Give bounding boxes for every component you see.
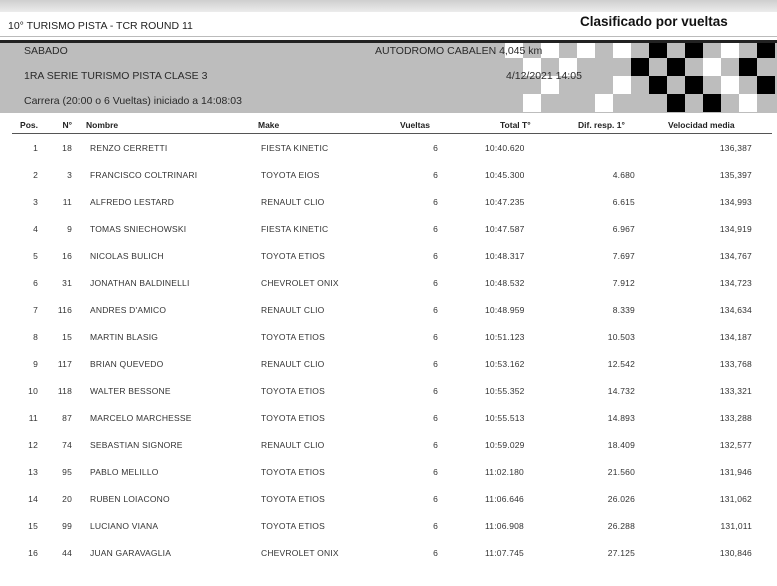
cell-driver-name: PABLO MELILLO [90, 467, 159, 477]
cell-total-time: 10:51.123 [485, 332, 525, 342]
cell-position: 6 [33, 278, 38, 288]
cell-make: TOYOTA ETIOS [261, 413, 325, 423]
race-datetime: 4/12/2021 14:05 [506, 70, 582, 82]
cell-avg-speed: 131,011 [720, 521, 752, 531]
cell-car-number: 20 [62, 494, 72, 504]
table-row [0, 326, 777, 353]
track-name: AUTODROMO CABALEN 4,045 km [375, 45, 543, 57]
header-pos: Pos. [20, 120, 38, 130]
results-table-header [0, 120, 777, 134]
table-row [0, 434, 777, 461]
cell-car-number: 95 [62, 467, 72, 477]
cell-make: TOYOTA EIOS [261, 170, 320, 180]
cell-gap: 12.542 [607, 359, 635, 369]
cell-laps: 6 [433, 359, 438, 369]
table-row [0, 542, 777, 569]
cell-total-time: 11:06.908 [485, 521, 524, 531]
cell-avg-speed: 134,767 [719, 251, 752, 261]
cell-position: 9 [33, 359, 38, 369]
cell-make: TOYOTA ETIOS [261, 251, 325, 261]
header-divider [12, 133, 772, 134]
table-row [0, 407, 777, 434]
cell-car-number: 31 [62, 278, 72, 288]
results-table-body [0, 137, 777, 569]
cell-position: 16 [28, 548, 38, 558]
cell-position: 10 [28, 386, 38, 396]
cell-driver-name: RUBEN LOIACONO [90, 494, 170, 504]
table-row [0, 299, 777, 326]
cell-position: 3 [33, 197, 38, 207]
cell-position: 11 [28, 413, 38, 423]
cell-position: 2 [33, 170, 38, 180]
cell-avg-speed: 133,288 [719, 413, 752, 423]
cell-total-time: 10:55.352 [485, 386, 525, 396]
cell-laps: 6 [433, 494, 438, 504]
cell-driver-name: BRIAN QUEVEDO [90, 359, 164, 369]
cell-car-number: 18 [62, 143, 72, 153]
cell-total-time: 10:48.532 [485, 278, 525, 288]
cell-gap: 27.125 [607, 548, 635, 558]
cell-laps: 6 [433, 386, 438, 396]
table-row [0, 461, 777, 488]
cell-position: 8 [33, 332, 38, 342]
header-laps: Vueltas [400, 120, 430, 130]
cell-make: TOYOTA ETIOS [261, 494, 325, 504]
cell-gap: 6.615 [612, 197, 635, 207]
cell-laps: 6 [433, 170, 438, 180]
header-total-time: Total T° [500, 120, 531, 130]
cell-driver-name: WALTER BESSONE [90, 386, 171, 396]
cell-car-number: 118 [57, 386, 72, 396]
table-row [0, 515, 777, 542]
cell-laps: 6 [433, 440, 438, 450]
header-number: N° [62, 120, 72, 130]
cell-gap: 26.288 [607, 521, 635, 531]
cell-make: FIESTA KINETIC [261, 224, 329, 234]
cell-position: 7 [33, 305, 38, 315]
header-gap: Dif. resp. 1° [578, 120, 625, 130]
cell-gap: 4.680 [612, 170, 635, 180]
cell-total-time: 10:48.317 [485, 251, 525, 261]
cell-make: TOYOTA ETIOS [261, 386, 325, 396]
cell-make: CHEVROLET ONIX [261, 278, 339, 288]
cell-make: RENAULT CLIO [261, 359, 325, 369]
cell-laps: 6 [433, 224, 438, 234]
cell-driver-name: ANDRES D'AMICO [90, 305, 167, 315]
cell-driver-name: JONATHAN BALDINELLI [90, 278, 190, 288]
cell-laps: 6 [433, 332, 438, 342]
table-row [0, 191, 777, 218]
cell-car-number: 99 [62, 521, 72, 531]
cell-gap: 21.560 [607, 467, 635, 477]
cell-laps: 6 [433, 467, 438, 477]
cell-driver-name: JUAN GARAVAGLIA [90, 548, 172, 558]
cell-laps: 6 [433, 548, 438, 558]
cell-car-number: 3 [67, 170, 72, 180]
cell-driver-name: ALFREDO LESTARD [90, 197, 175, 207]
cell-avg-speed: 134,187 [719, 332, 752, 342]
cell-car-number: 117 [57, 359, 72, 369]
cell-driver-name: MARTIN BLASIG [90, 332, 159, 342]
race-description: Carrera (20:00 o 6 Vueltas) iniciado a 14:08:03 [24, 95, 242, 107]
cell-gap: 7.697 [612, 251, 635, 261]
cell-avg-speed: 134,723 [719, 278, 752, 288]
cell-car-number: 16 [62, 251, 72, 261]
document-title: 10° TURISMO PISTA - TCR ROUND 11 [8, 20, 193, 32]
cell-driver-name: NICOLAS BULICH [90, 251, 164, 261]
cell-car-number: 11 [62, 197, 72, 207]
table-row [0, 137, 777, 164]
cell-laps: 6 [433, 278, 438, 288]
cell-make: RENAULT CLIO [261, 440, 325, 450]
cell-total-time: 11:02.180 [485, 467, 524, 477]
cell-laps: 6 [433, 251, 438, 261]
header-make: Make [258, 120, 280, 130]
cell-avg-speed: 130,846 [719, 548, 752, 558]
cell-avg-speed: 135,397 [719, 170, 752, 180]
cell-gap: 14.893 [607, 413, 635, 423]
cell-position: 5 [33, 251, 38, 261]
series-name: 1RA SERIE TURISMO PISTA CLASE 3 [24, 70, 208, 82]
table-row [0, 272, 777, 299]
table-row [0, 380, 777, 407]
cell-avg-speed: 136,387 [719, 143, 752, 153]
cell-avg-speed: 131,062 [719, 494, 752, 504]
document-subtitle: Clasificado por vueltas [580, 14, 728, 29]
cell-laps: 6 [433, 521, 438, 531]
cell-avg-speed: 132,577 [719, 440, 752, 450]
cell-gap: 7.912 [612, 278, 635, 288]
cell-laps: 6 [433, 197, 438, 207]
header-avg-speed: Velocidad media [668, 120, 735, 130]
table-row [0, 245, 777, 272]
table-row [0, 488, 777, 515]
cell-make: TOYOTA ETIOS [261, 521, 325, 531]
cell-make: CHEVROLET ONIX [261, 548, 339, 558]
cell-make: RENAULT CLIO [261, 197, 325, 207]
race-day: SABADO [24, 45, 68, 57]
cell-total-time: 10:40.620 [485, 143, 525, 153]
cell-position: 4 [33, 224, 38, 234]
cell-gap: 26.026 [607, 494, 635, 504]
cell-position: 15 [28, 521, 38, 531]
cell-gap: 6.967 [612, 224, 635, 234]
cell-driver-name: FRANCISCO COLTRINARI [90, 170, 198, 180]
cell-total-time: 10:45.300 [485, 170, 525, 180]
race-info-banner [0, 40, 777, 113]
cell-gap: 18.409 [607, 440, 635, 450]
cell-position: 14 [28, 494, 38, 504]
cell-laps: 6 [433, 305, 438, 315]
cell-make: TOYOTA ETIOS [261, 467, 325, 477]
cell-gap: 8.339 [612, 305, 635, 315]
cell-total-time: 10:47.235 [485, 197, 525, 207]
cell-make: FIESTA KINETIC [261, 143, 329, 153]
cell-driver-name: RENZO CERRETTI [90, 143, 168, 153]
title-divider [0, 36, 777, 37]
cell-total-time: 10:55.513 [485, 413, 525, 423]
cell-car-number: 116 [57, 305, 72, 315]
table-row [0, 353, 777, 380]
cell-driver-name: SEBASTIAN SIGNORE [90, 440, 183, 450]
cell-driver-name: TOMAS SNIECHOWSKI [90, 224, 187, 234]
cell-avg-speed: 134,919 [719, 224, 752, 234]
cell-car-number: 44 [62, 548, 72, 558]
cell-car-number: 87 [62, 413, 72, 423]
table-row [0, 218, 777, 245]
cell-avg-speed: 131,946 [719, 467, 752, 477]
cell-laps: 6 [433, 413, 438, 423]
cell-total-time: 10:59.029 [485, 440, 525, 450]
cell-car-number: 74 [62, 440, 72, 450]
cell-total-time: 10:48.959 [485, 305, 525, 315]
cell-car-number: 15 [62, 332, 72, 342]
cell-total-time: 10:53.162 [485, 359, 525, 369]
cell-position: 12 [28, 440, 38, 450]
cell-avg-speed: 134,993 [719, 197, 752, 207]
header-name: Nombre [86, 120, 119, 130]
cell-driver-name: LUCIANO VIANA [90, 521, 159, 531]
window-top-bar [0, 0, 777, 12]
cell-position: 13 [28, 467, 38, 477]
cell-avg-speed: 133,768 [719, 359, 752, 369]
cell-make: TOYOTA ETIOS [261, 332, 325, 342]
cell-gap: 14.732 [607, 386, 635, 396]
cell-make: RENAULT CLIO [261, 305, 325, 315]
cell-total-time: 11:06.646 [485, 494, 524, 504]
cell-total-time: 10:47.587 [485, 224, 525, 234]
cell-avg-speed: 133,321 [719, 386, 752, 396]
banner-top-rule [0, 40, 777, 43]
cell-total-time: 11:07.745 [485, 548, 524, 558]
cell-avg-speed: 134,634 [719, 305, 752, 315]
cell-gap: 10.503 [607, 332, 635, 342]
table-row [0, 164, 777, 191]
cell-position: 1 [33, 143, 38, 153]
cell-car-number: 9 [67, 224, 72, 234]
cell-laps: 6 [433, 143, 438, 153]
cell-driver-name: MARCELO MARCHESSE [90, 413, 192, 423]
